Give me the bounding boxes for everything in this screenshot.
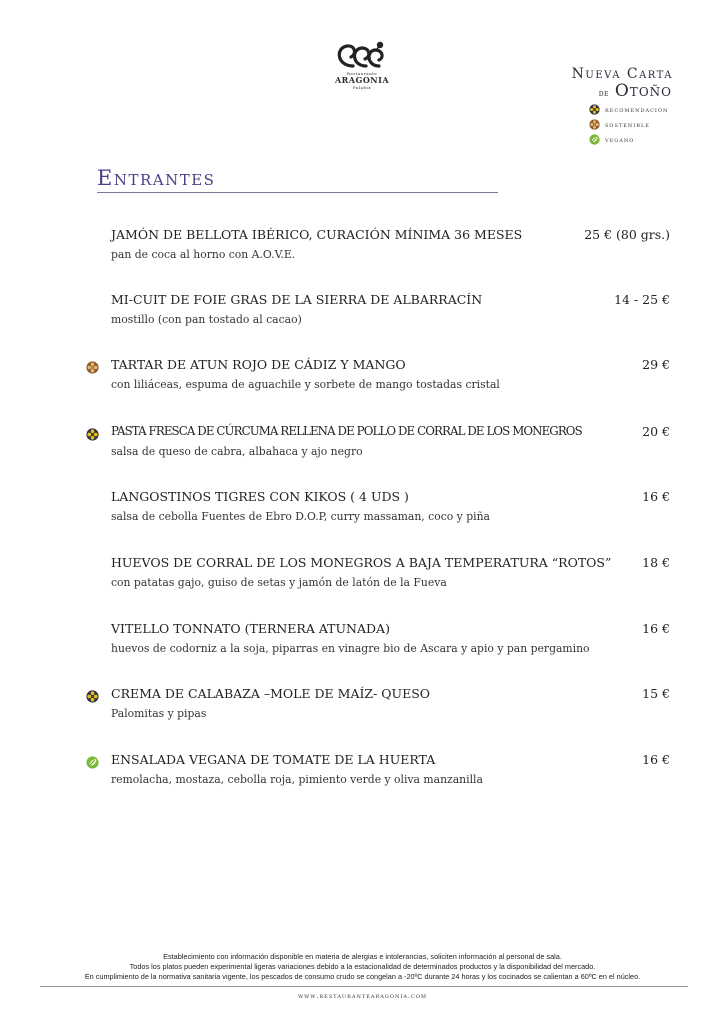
vegan-icon (589, 134, 600, 145)
menu-heading-line1: Nueva Carta (571, 66, 673, 82)
legend-item-recommendation (589, 102, 668, 117)
legend-item-vegan (589, 132, 668, 147)
dish-price: 15 € (642, 686, 670, 701)
legend-item-sustainable (589, 117, 668, 132)
dish-name: ENSALADA VEGANA DE TOMATE DE LA HUERTA (111, 752, 436, 767)
dish-item (86, 621, 670, 671)
dish-price: 25 € (80 grs.) (584, 227, 670, 242)
dish-price: 20 € (642, 424, 670, 439)
dish-price: 14 - 25 € (614, 292, 670, 307)
dish-price: 16 € (642, 752, 670, 767)
dish-item (86, 357, 670, 407)
dish-description: con liliáceas, espuma de aguachile y sorbete de mango tostadas cristal (111, 378, 500, 391)
legend-label-recommendation: recomendación (605, 105, 669, 114)
menu-heading-season: Otoño (614, 81, 672, 101)
dish-description: pan de coca al horno con A.O.V.E. (111, 248, 296, 261)
legend-label-vegan: vegano (605, 135, 635, 144)
icon-legend (589, 102, 668, 147)
footer-divider (40, 986, 688, 987)
legend-label-sustainable: sostenible (605, 120, 650, 129)
dish-price: 29 € (642, 357, 670, 372)
footer-notes (0, 952, 725, 982)
logo-line-small: Restaurante (346, 71, 378, 76)
dish-price: 18 € (642, 555, 670, 570)
dish-name: CREMA DE CALABAZA –MOLE DE MAÍZ- QUESO (111, 686, 431, 701)
sustainable-icon (589, 119, 600, 130)
vegan-icon (86, 756, 99, 769)
dish-description: con patatas gajo, guiso de setas y jamón de latón de la Fueva (111, 576, 447, 589)
dish-name: TARTAR DE ATUN ROJO DE CÁDIZ Y MANGO (111, 357, 406, 372)
website-link[interactable]: www.restaurantearagonia.com (297, 992, 428, 1000)
dish-price: 16 € (642, 621, 670, 636)
logo-line-bottom: Palafox (352, 85, 372, 90)
logo-mark-icon (333, 40, 391, 70)
footer-allergy-note: Establecimiento con información disponible en materia de alergias e intolerancias, soliciten información al personal de sala. (163, 952, 562, 961)
dish-name: LANGOSTINOS TIGRES CON KIKOS ( 4 UDS ) (111, 489, 409, 504)
section-title: Entrantes (97, 166, 216, 190)
recommendation-icon (589, 104, 600, 115)
dish-item (86, 686, 670, 736)
dish-item (86, 227, 670, 277)
dish-description: salsa de cebolla Fuentes de Ebro D.O.P, curry massaman, coco y piña (111, 510, 490, 523)
dish-description: Palomitas y pipas (111, 707, 207, 720)
dish-description: salsa de queso de cabra, albahaca y ajo negro (111, 445, 363, 458)
dish-item (86, 424, 670, 474)
dish-name: JAMÓN DE BELLOTA IBÉRICO, CURACIÓN MÍNIMA 36 MESES (111, 227, 523, 242)
recommendation-icon (86, 428, 99, 441)
dish-description: remolacha, mostaza, cebolla roja, pimiento verde y oliva manzanilla (111, 773, 483, 786)
dish-name: PASTA FRESCA DE CÚRCUMA RELLENA DE POLLO DE CORRAL DE LOS MONEGROS (111, 424, 582, 438)
restaurant-logo (325, 40, 399, 102)
dish-name: MI-CUIT DE FOIE GRAS DE LA SIERRA DE ALBARRACÍN (111, 292, 483, 307)
recommendation-icon (86, 690, 99, 703)
footer-seasonality-note: Todos los platos pueden experimental ligeras variaciones debido a la estacionalidad de determinados productos y la disponibilidad del mercado. (129, 962, 596, 971)
dish-description: huevos de codorniz a la soja, piparras en vinagre bio de Ascara y apio y pan pergamino (111, 642, 590, 655)
dish-name: VITELLO TONNATO (TERNERA ATUNADA) (111, 621, 390, 636)
menu-heading-line2 (599, 81, 672, 101)
dish-item (86, 555, 670, 605)
logo-name: ARAGONIA (334, 75, 390, 85)
sustainable-icon (86, 361, 99, 374)
dish-item (86, 292, 670, 342)
section-divider (97, 192, 498, 193)
dish-description: mostillo (con pan tostado al cacao) (111, 313, 302, 326)
dish-item (86, 489, 670, 539)
menu-heading-prefix: de (598, 89, 609, 99)
dish-name: HUEVOS DE CORRAL DE LOS MONEGROS A BAJA TEMPERATURA “ROTOS” (111, 555, 612, 570)
dish-item (86, 752, 670, 802)
footer-sanitary-note: En cumplimiento de la normativa sanitaria vigente, los pescados de consumo crudo se congelan a -20ºC durante 24 horas y los cocinados se calientan a 60ºC en el núcleo. (84, 972, 641, 981)
dish-price: 16 € (642, 489, 670, 504)
